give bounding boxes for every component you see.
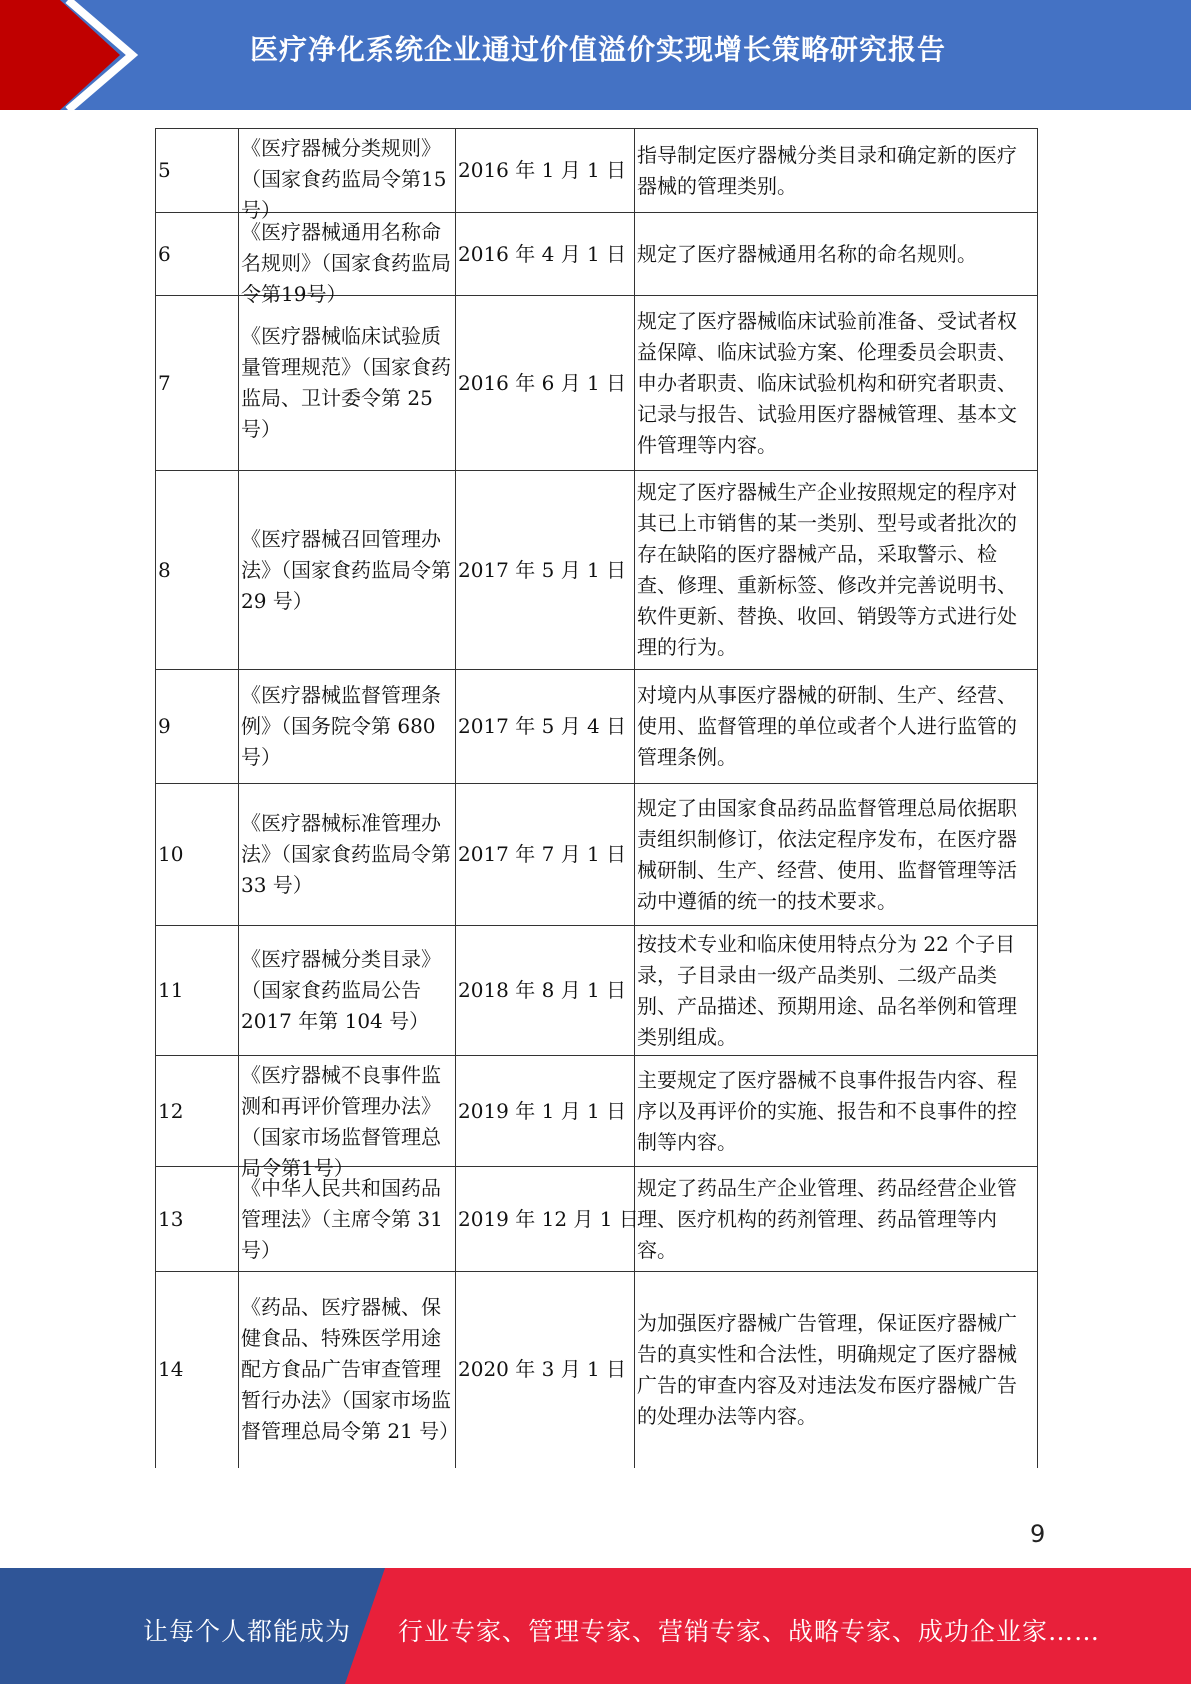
- table-row: [156, 1056, 1038, 1167]
- footer-slogan-left: 让每个人都能成为: [143, 1617, 352, 1646]
- table-row: [156, 471, 1038, 670]
- row-number: 13: [156, 1167, 239, 1272]
- header-arrow-decoration: [0, 0, 140, 110]
- row-number: 9: [156, 670, 239, 784]
- table-row: [156, 1272, 1038, 1468]
- regulation-description: 规定了由国家食品药品监督管理总局依据职责组织制修订，依法定程序发布，在医疗器械研制、生产、经营、使用、监督管理等活动中遵循的统一的技术要求。: [635, 784, 1038, 926]
- regulation-name: 《医疗器械标准管理办法》（国家食药监局令第 33 号）: [239, 784, 456, 926]
- effective-date: 2017 年 5 月 1 日: [456, 471, 635, 670]
- report-title: 医疗净化系统企业通过价值溢价实现增长策略研究报告: [250, 33, 947, 66]
- table-row: [156, 784, 1038, 926]
- table-row: [156, 213, 1038, 296]
- regulation-description: 为加强医疗器械广告管理，保证医疗器械广告的真实性和合法性，明确规定了医疗器械广告的审查内容及对违法发布医疗器械广告的处理办法等内容。: [635, 1272, 1038, 1468]
- table-row: [156, 296, 1038, 471]
- regulation-description: 对境内从事医疗器械的研制、生产、经营、使用、监督管理的单位或者个人进行监管的管理条例。: [635, 670, 1038, 784]
- regulation-description: 指导制定医疗器械分类目录和确定新的医疗器械的管理类别。: [635, 129, 1038, 213]
- row-number: 11: [156, 926, 239, 1056]
- effective-date: 2016 年 6 月 1 日: [456, 296, 635, 471]
- table-row: [156, 1167, 1038, 1272]
- effective-date: 2019 年 12 月 1 日: [456, 1167, 635, 1272]
- page-number: 9: [1030, 1520, 1046, 1548]
- effective-date: 2016 年 1 月 1 日: [456, 129, 635, 213]
- footer-slogan-right: 行业专家、管理专家、营销专家、战略专家、成功企业家……: [398, 1617, 1101, 1646]
- effective-date: 2018 年 8 月 1 日: [456, 926, 635, 1056]
- regulations-table-container: [155, 128, 1037, 1468]
- table-row: [156, 926, 1038, 1056]
- effective-date: 2016 年 4 月 1 日: [456, 213, 635, 296]
- regulations-table: [155, 128, 1038, 1468]
- row-number: 5: [156, 129, 239, 213]
- regulation-name: 《医疗器械分类规则》（国家食药监局令第15号）: [239, 129, 456, 213]
- regulation-name: 《医疗器械监督管理条例》（国务院令第 680 号）: [239, 670, 456, 784]
- regulation-name: 《医疗器械通用名称命名规则》（国家食药监局令第19号）: [239, 213, 456, 296]
- page-header: [0, 0, 1191, 110]
- table-row: [156, 670, 1038, 784]
- row-number: 10: [156, 784, 239, 926]
- regulation-name: 《药品、医疗器械、保健食品、特殊医学用途配方食品广告审查管理暂行办法》（国家市场监督管理总局令第 21 号）: [239, 1272, 456, 1468]
- regulation-description: 规定了医疗器械通用名称的命名规则。: [635, 213, 1038, 296]
- regulation-name: 《中华人民共和国药品管理法》（主席令第 31 号）: [239, 1167, 456, 1272]
- row-number: 14: [156, 1272, 239, 1468]
- row-number: 12: [156, 1056, 239, 1167]
- regulation-name: 《医疗器械分类目录》（国家食药监局公告 2017 年第 104 号）: [239, 926, 456, 1056]
- regulation-description: 规定了药品生产企业管理、药品经营企业管理、医疗机构的药剂管理、药品管理等内容。: [635, 1167, 1038, 1272]
- regulation-description: 规定了医疗器械临床试验前准备、受试者权益保障、临床试验方案、伦理委员会职责、申办者职责、临床试验机构和研究者职责、记录与报告、试验用医疗器械管理、基本文件管理等内容。: [635, 296, 1038, 471]
- regulation-description: 主要规定了医疗器械不良事件报告内容、程序以及再评价的实施、报告和不良事件的控制等内容。: [635, 1056, 1038, 1167]
- regulation-description: 按技术专业和临床使用特点分为 22 个子目录，子目录由一级产品类别、二级产品类别、产品描述、预期用途、品名举例和管理类别组成。: [635, 926, 1038, 1056]
- regulation-name: 《医疗器械召回管理办法》（国家食药监局令第 29 号）: [239, 471, 456, 670]
- regulation-name: 《医疗器械不良事件监测和再评价管理办法》（国家市场监督管理总局令第1号）: [239, 1056, 456, 1167]
- effective-date: 2017 年 7 月 1 日: [456, 784, 635, 926]
- regulation-description: 规定了医疗器械生产企业按照规定的程序对其已上市销售的某一类别、型号或者批次的存在缺陷的医疗器械产品，采取警示、检查、修理、重新标签、修改并完善说明书、软件更新、替换、收回、销毁等方式进行处理的行为。: [635, 471, 1038, 670]
- effective-date: 2017 年 5 月 4 日: [456, 670, 635, 784]
- row-number: 8: [156, 471, 239, 670]
- row-number: 7: [156, 296, 239, 471]
- effective-date: 2019 年 1 月 1 日: [456, 1056, 635, 1167]
- table-row: [156, 129, 1038, 213]
- regulation-name: 《医疗器械临床试验质量管理规范》（国家食药监局、卫计委令第 25 号）: [239, 296, 456, 471]
- effective-date: 2020 年 3 月 1 日: [456, 1272, 635, 1468]
- row-number: 6: [156, 213, 239, 296]
